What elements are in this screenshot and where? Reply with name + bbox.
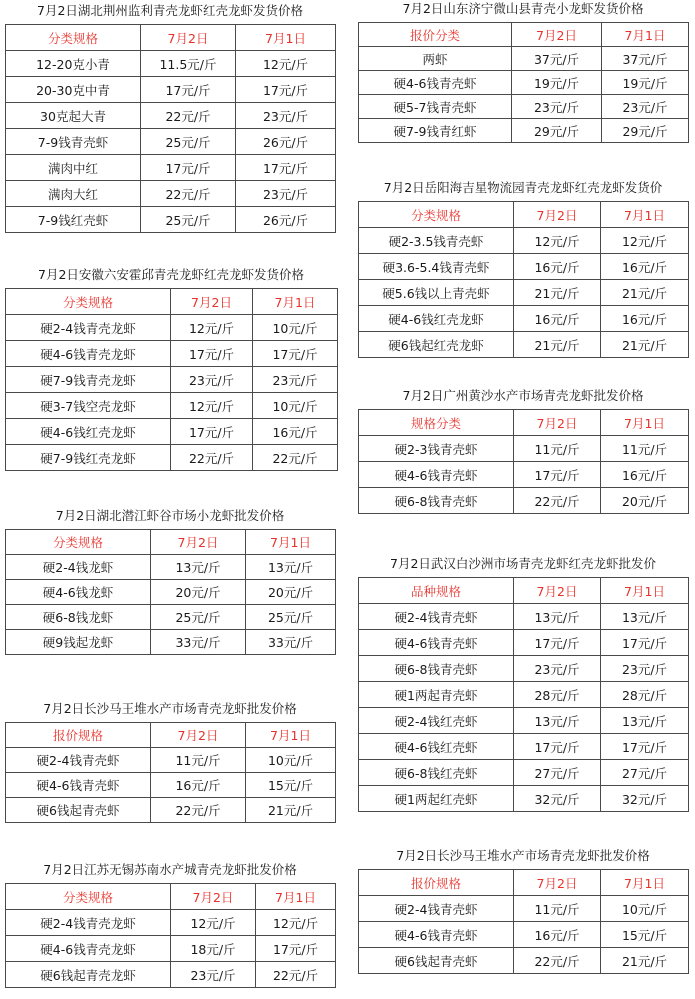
- price-jul1-cell: 21元/斤: [601, 280, 689, 306]
- header-cell: 7月2日: [514, 578, 601, 604]
- header-cell: 7月2日: [514, 870, 601, 896]
- table-row: [359, 254, 689, 280]
- price-table: [358, 22, 689, 143]
- header-cell: 7月1日: [253, 289, 338, 315]
- header-cell: 报价规格: [359, 870, 514, 896]
- header-cell: 分类规格: [6, 289, 171, 315]
- table-title: 7月2日安徽六安霍邱青壳龙虾红壳龙虾发货价格: [38, 267, 304, 282]
- price-block-changsha-left: [5, 701, 335, 823]
- table-row: [6, 207, 336, 233]
- price-jul2-cell: 13元/斤: [514, 708, 601, 734]
- table-title: 7月2日长沙马王堆水产市场青壳龙虾批发价格: [396, 848, 650, 863]
- table-header-row: [6, 723, 336, 748]
- price-block-weishan: [358, 1, 688, 143]
- header-cell: 7月1日: [601, 202, 689, 228]
- price-jul1-cell: 19元/斤: [602, 71, 689, 95]
- price-jul2-cell: 13元/斤: [151, 555, 246, 580]
- table-title: 7月2日武汉白沙洲市场青壳龙虾红壳龙虾批发价: [390, 556, 656, 571]
- table-row: [359, 734, 689, 760]
- spec-cell: 硬2-4钱红壳虾: [359, 708, 514, 734]
- price-jul1-cell: 23元/斤: [601, 656, 689, 682]
- table-row: [359, 682, 689, 708]
- price-jul1-cell: 28元/斤: [601, 682, 689, 708]
- price-block-jingzhou: [5, 3, 335, 233]
- price-jul2-cell: 22元/斤: [141, 181, 236, 207]
- price-jul1-cell: 37元/斤: [602, 47, 689, 71]
- table-row: [6, 962, 336, 988]
- price-jul2-cell: 25元/斤: [141, 129, 236, 155]
- spec-cell: 硬6-8钱红壳虾: [359, 760, 514, 786]
- table-title: 7月2日长沙马王堆水产市场青壳龙虾批发价格: [43, 701, 297, 716]
- header-cell: 7月1日: [256, 884, 336, 910]
- spec-cell: 满肉大红: [6, 181, 141, 207]
- price-jul1-cell: 10元/斤: [601, 896, 689, 922]
- price-jul2-cell: 18元/斤: [171, 936, 256, 962]
- price-jul2-cell: 23元/斤: [171, 367, 253, 393]
- table-header-row: [359, 578, 689, 604]
- price-jul1-cell: 16元/斤: [601, 462, 689, 488]
- price-jul1-cell: 20元/斤: [601, 488, 689, 514]
- price-jul2-cell: 12元/斤: [171, 315, 253, 341]
- price-table: [358, 409, 689, 514]
- table-row: [359, 280, 689, 306]
- price-jul2-cell: 32元/斤: [514, 786, 601, 812]
- spec-cell: 硬2-4钱龙虾: [6, 555, 151, 580]
- table-row: [359, 119, 689, 143]
- price-block-yueyang: [358, 180, 688, 358]
- spec-cell: 硬6钱起青壳虾: [359, 948, 514, 974]
- price-jul1-cell: 16元/斤: [601, 306, 689, 332]
- header-cell: 7月2日: [171, 884, 256, 910]
- header-cell: 7月1日: [601, 578, 689, 604]
- price-jul2-cell: 21元/斤: [514, 280, 601, 306]
- table-row: [6, 393, 338, 419]
- price-jul2-cell: 20元/斤: [151, 580, 246, 605]
- price-jul2-cell: 17元/斤: [171, 419, 253, 445]
- spec-cell: 硬2-4钱青壳虾: [6, 748, 151, 773]
- price-block-changsha-right: [358, 848, 688, 974]
- table-row: [6, 910, 336, 936]
- price-table: [358, 201, 689, 358]
- price-jul2-cell: 11.5元/斤: [141, 51, 236, 77]
- price-jul2-cell: 22元/斤: [141, 103, 236, 129]
- table-row: [6, 748, 336, 773]
- price-table: [5, 883, 336, 988]
- spec-cell: 硬5-7钱青壳虾: [359, 95, 512, 119]
- spec-cell: 硬4-6钱青壳龙虾: [6, 936, 171, 962]
- table-header-row: [6, 25, 336, 51]
- spec-cell: 硬6钱起青壳虾: [6, 798, 151, 823]
- spec-cell: 硬5.6钱以上青壳虾: [359, 280, 514, 306]
- table-row: [359, 760, 689, 786]
- table-header-row: [6, 884, 336, 910]
- header-cell: 分类规格: [6, 25, 141, 51]
- price-jul1-cell: 25元/斤: [246, 605, 336, 630]
- price-table: [5, 288, 338, 471]
- price-jul1-cell: 22元/斤: [253, 445, 338, 471]
- table-row: [359, 462, 689, 488]
- table-title: 7月2日广州黄沙水产市场青壳龙虾批发价格: [402, 388, 644, 403]
- spec-cell: 硬7-9钱红壳龙虾: [6, 445, 171, 471]
- price-jul2-cell: 28元/斤: [514, 682, 601, 708]
- price-jul1-cell: 27元/斤: [601, 760, 689, 786]
- spec-cell: 硬2-4钱青壳龙虾: [6, 315, 171, 341]
- spec-cell: 硬6钱起青壳龙虾: [6, 962, 171, 988]
- price-jul2-cell: 22元/斤: [151, 798, 246, 823]
- header-cell: 报价分类: [359, 23, 512, 47]
- spec-cell: 20-30克中青: [6, 77, 141, 103]
- price-jul1-cell: 23元/斤: [236, 103, 336, 129]
- table-row: [359, 630, 689, 656]
- price-jul1-cell: 10元/斤: [246, 748, 336, 773]
- table-row: [359, 786, 689, 812]
- spec-cell: 硬4-6钱红壳龙虾: [6, 419, 171, 445]
- table-row: [6, 555, 336, 580]
- table-row: [359, 47, 689, 71]
- header-cell: 品种规格: [359, 578, 514, 604]
- spec-cell: 硬6钱起红壳龙虾: [359, 332, 514, 358]
- spec-cell: 硬6-8钱龙虾: [6, 605, 151, 630]
- price-jul1-cell: 26元/斤: [236, 207, 336, 233]
- price-jul2-cell: 22元/斤: [171, 445, 253, 471]
- table-row: [359, 95, 689, 119]
- price-jul2-cell: 29元/斤: [512, 119, 602, 143]
- spec-cell: 硬4-6钱青壳虾: [6, 773, 151, 798]
- price-jul1-cell: 17元/斤: [256, 936, 336, 962]
- table-row: [359, 604, 689, 630]
- spec-cell: 硬1两起青壳虾: [359, 682, 514, 708]
- price-block-qianjiang: [5, 508, 335, 655]
- spec-cell: 硬1两起红壳虾: [359, 786, 514, 812]
- table-row: [6, 103, 336, 129]
- price-jul2-cell: 12元/斤: [171, 393, 253, 419]
- price-jul2-cell: 25元/斤: [151, 605, 246, 630]
- table-header-row: [6, 289, 338, 315]
- spec-cell: 硬9钱起龙虾: [6, 630, 151, 655]
- price-jul2-cell: 27元/斤: [514, 760, 601, 786]
- header-cell: 7月1日: [236, 25, 336, 51]
- price-jul2-cell: 12元/斤: [171, 910, 256, 936]
- price-jul1-cell: 17元/斤: [236, 77, 336, 103]
- price-jul1-cell: 21元/斤: [601, 332, 689, 358]
- header-cell: 规格分类: [359, 410, 514, 436]
- price-jul2-cell: 22元/斤: [514, 948, 601, 974]
- table-title: 7月2日湖北荆州监利青壳龙虾红壳龙虾发货价格: [37, 3, 303, 18]
- spec-cell: 硬2-4钱青壳龙虾: [6, 910, 171, 936]
- price-jul1-cell: 23元/斤: [602, 95, 689, 119]
- table-row: [6, 181, 336, 207]
- price-table: [5, 529, 336, 655]
- table-row: [359, 896, 689, 922]
- spec-cell: 硬6-8钱青壳虾: [359, 656, 514, 682]
- price-jul1-cell: 10元/斤: [253, 393, 338, 419]
- table-row: [6, 315, 338, 341]
- price-jul1-cell: 20元/斤: [246, 580, 336, 605]
- spec-cell: 硬3.6-5.4钱青壳虾: [359, 254, 514, 280]
- header-cell: 7月1日: [601, 410, 689, 436]
- header-cell: 7月2日: [151, 530, 246, 555]
- table-title: 7月2日岳阳海吉星物流园青壳龙虾红壳龙虾发货价: [383, 180, 663, 195]
- price-jul1-cell: 33元/斤: [246, 630, 336, 655]
- price-jul2-cell: 11元/斤: [151, 748, 246, 773]
- price-jul1-cell: 16元/斤: [253, 419, 338, 445]
- spec-cell: 硬2-4钱青壳虾: [359, 896, 514, 922]
- spec-cell: 30克起大青: [6, 103, 141, 129]
- price-jul1-cell: 12元/斤: [236, 51, 336, 77]
- table-row: [359, 708, 689, 734]
- price-jul1-cell: 17元/斤: [236, 155, 336, 181]
- table-row: [6, 51, 336, 77]
- spec-cell: 硬2-3.5钱青壳虾: [359, 228, 514, 254]
- price-jul2-cell: 21元/斤: [514, 332, 601, 358]
- table-row: [359, 436, 689, 462]
- header-cell: 分类规格: [359, 202, 514, 228]
- price-jul2-cell: 17元/斤: [514, 462, 601, 488]
- header-cell: 7月2日: [512, 23, 602, 47]
- price-jul1-cell: 17元/斤: [601, 630, 689, 656]
- price-jul2-cell: 16元/斤: [514, 306, 601, 332]
- price-jul2-cell: 13元/斤: [514, 604, 601, 630]
- price-jul2-cell: 17元/斤: [514, 630, 601, 656]
- price-jul2-cell: 22元/斤: [514, 488, 601, 514]
- price-jul2-cell: 23元/斤: [171, 962, 256, 988]
- table-row: [6, 630, 336, 655]
- spec-cell: 硬4-6钱青壳虾: [359, 922, 514, 948]
- price-jul1-cell: 12元/斤: [256, 910, 336, 936]
- table-row: [359, 71, 689, 95]
- price-jul2-cell: 33元/斤: [151, 630, 246, 655]
- price-jul2-cell: 16元/斤: [514, 254, 601, 280]
- price-table: [358, 869, 689, 974]
- price-jul2-cell: 12元/斤: [514, 228, 601, 254]
- spec-cell: 硬4-6钱红壳龙虾: [359, 306, 514, 332]
- price-table: [358, 577, 689, 812]
- table-row: [6, 419, 338, 445]
- spec-cell: 硬4-6钱青壳龙虾: [6, 341, 171, 367]
- price-jul2-cell: 37元/斤: [512, 47, 602, 71]
- price-jul1-cell: 13元/斤: [246, 555, 336, 580]
- table-header-row: [359, 410, 689, 436]
- table-row: [6, 580, 336, 605]
- spec-cell: 硬4-6钱青壳虾: [359, 462, 514, 488]
- header-cell: 7月2日: [171, 289, 253, 315]
- table-row: [6, 77, 336, 103]
- table-row: [359, 948, 689, 974]
- header-cell: 7月1日: [246, 723, 336, 748]
- header-cell: 7月1日: [246, 530, 336, 555]
- spec-cell: 硬7-9钱青壳龙虾: [6, 367, 171, 393]
- table-row: [6, 341, 338, 367]
- spec-cell: 硬4-6钱青壳虾: [359, 630, 514, 656]
- table-row: [359, 656, 689, 682]
- price-jul1-cell: 23元/斤: [253, 367, 338, 393]
- price-jul1-cell: 13元/斤: [601, 604, 689, 630]
- table-title: 7月2日湖北潜江虾谷市场小龙虾批发价格: [55, 508, 285, 523]
- price-block-wuxi: [5, 862, 335, 988]
- price-jul1-cell: 21元/斤: [246, 798, 336, 823]
- table-row: [6, 367, 338, 393]
- table-header-row: [359, 202, 689, 228]
- table-row: [6, 936, 336, 962]
- price-jul2-cell: 17元/斤: [141, 155, 236, 181]
- table-row: [359, 306, 689, 332]
- price-jul2-cell: 19元/斤: [512, 71, 602, 95]
- header-cell: 分类规格: [6, 530, 151, 555]
- spec-cell: 硬2-3钱青壳虾: [359, 436, 514, 462]
- price-jul1-cell: 11元/斤: [601, 436, 689, 462]
- table-title: 7月2日山东济宁微山县青壳小龙虾发货价格: [402, 1, 644, 16]
- table-header-row: [359, 23, 689, 47]
- price-jul1-cell: 21元/斤: [601, 948, 689, 974]
- price-jul1-cell: 26元/斤: [236, 129, 336, 155]
- price-jul2-cell: 17元/斤: [514, 734, 601, 760]
- table-title: 7月2日江苏无锡苏南水产城青壳龙虾批发价格: [43, 862, 297, 877]
- spec-cell: 7-9钱青壳虾: [6, 129, 141, 155]
- spec-cell: 硬4-6钱红壳虾: [359, 734, 514, 760]
- price-jul1-cell: 17元/斤: [253, 341, 338, 367]
- spec-cell: 硬4-6钱龙虾: [6, 580, 151, 605]
- price-jul1-cell: 17元/斤: [601, 734, 689, 760]
- price-jul1-cell: 22元/斤: [256, 962, 336, 988]
- price-jul2-cell: 25元/斤: [141, 207, 236, 233]
- header-cell: 7月2日: [151, 723, 246, 748]
- price-block-guangzhou: [358, 388, 688, 514]
- table-header-row: [6, 530, 336, 555]
- price-jul2-cell: 16元/斤: [514, 922, 601, 948]
- spec-cell: 硬4-6钱青壳虾: [359, 71, 512, 95]
- table-row: [6, 445, 338, 471]
- price-jul2-cell: 23元/斤: [512, 95, 602, 119]
- price-block-huoqiu: [5, 267, 337, 471]
- price-jul1-cell: 32元/斤: [601, 786, 689, 812]
- spec-cell: 硬3-7钱空壳龙虾: [6, 393, 171, 419]
- header-cell: 7月1日: [602, 23, 689, 47]
- price-jul2-cell: 16元/斤: [151, 773, 246, 798]
- price-jul1-cell: 12元/斤: [601, 228, 689, 254]
- table-row: [6, 798, 336, 823]
- table-row: [6, 155, 336, 181]
- price-jul1-cell: 16元/斤: [601, 254, 689, 280]
- header-cell: 报价规格: [6, 723, 151, 748]
- spec-cell: 满肉中红: [6, 155, 141, 181]
- spec-cell: 7-9钱红壳虾: [6, 207, 141, 233]
- spec-cell: 硬7-9钱青红虾: [359, 119, 512, 143]
- table-row: [359, 488, 689, 514]
- price-jul1-cell: 15元/斤: [246, 773, 336, 798]
- price-jul1-cell: 13元/斤: [601, 708, 689, 734]
- price-jul1-cell: 29元/斤: [602, 119, 689, 143]
- table-row: [359, 228, 689, 254]
- spec-cell: 两虾: [359, 47, 512, 71]
- table-header-row: [359, 870, 689, 896]
- spec-cell: 硬2-4钱青壳虾: [359, 604, 514, 630]
- price-jul2-cell: 11元/斤: [514, 436, 601, 462]
- price-jul2-cell: 17元/斤: [171, 341, 253, 367]
- header-cell: 7月2日: [141, 25, 236, 51]
- price-table: [5, 722, 336, 823]
- price-table: [5, 24, 336, 233]
- price-jul2-cell: 23元/斤: [514, 656, 601, 682]
- table-row: [359, 332, 689, 358]
- spec-cell: 硬6-8钱青壳虾: [359, 488, 514, 514]
- header-cell: 7月2日: [514, 410, 601, 436]
- table-row: [6, 605, 336, 630]
- table-row: [6, 129, 336, 155]
- price-block-wuhan: [358, 556, 688, 812]
- table-row: [359, 922, 689, 948]
- price-jul2-cell: 17元/斤: [141, 77, 236, 103]
- header-cell: 分类规格: [6, 884, 171, 910]
- table-row: [6, 773, 336, 798]
- price-jul2-cell: 11元/斤: [514, 896, 601, 922]
- price-jul1-cell: 10元/斤: [253, 315, 338, 341]
- price-jul1-cell: 15元/斤: [601, 922, 689, 948]
- price-jul1-cell: 23元/斤: [236, 181, 336, 207]
- header-cell: 7月2日: [514, 202, 601, 228]
- spec-cell: 12-20克小青: [6, 51, 141, 77]
- header-cell: 7月1日: [601, 870, 689, 896]
